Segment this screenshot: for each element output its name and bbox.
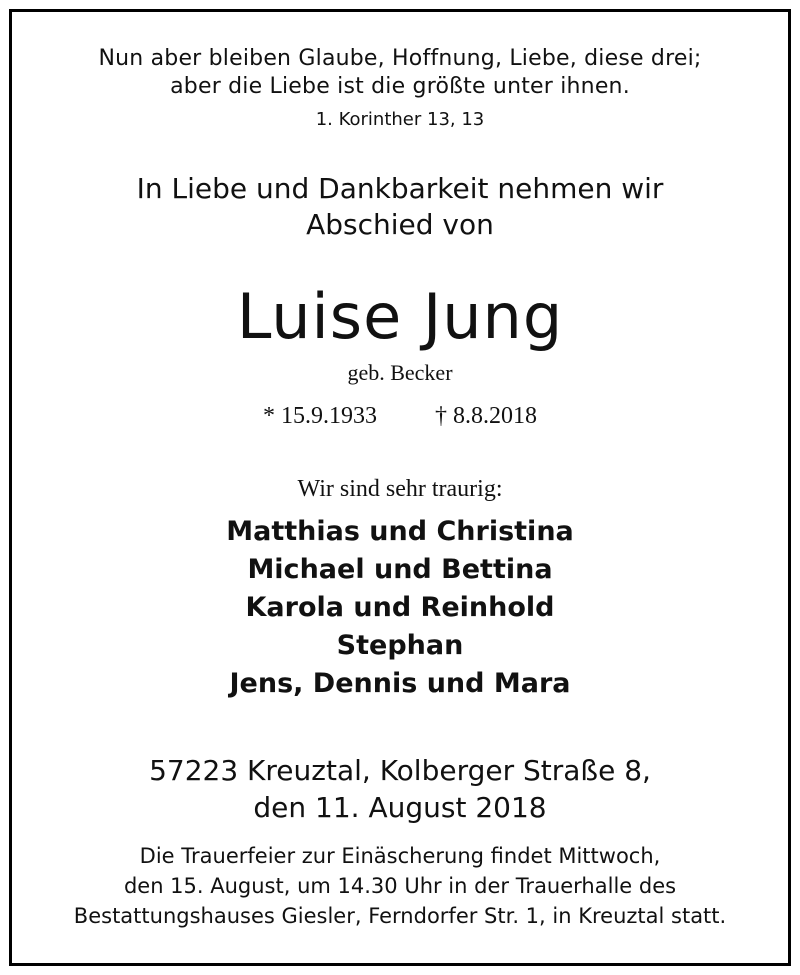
birth-date: * 15.9.1933	[263, 403, 377, 429]
death-date: † 8.8.2018	[435, 403, 537, 429]
mourners-heading: Wir sind sehr traurig:	[297, 476, 503, 502]
intro-line-2: Abschied von	[306, 208, 494, 241]
bible-verse-line-2: aber die Liebe ist die größte unter ihnen.	[170, 74, 630, 99]
intro-line-1: In Liebe und Dankbarkeit nehmen wir	[136, 172, 664, 205]
obituary-notice	[9, 9, 791, 966]
funeral-notice-line-1: Die Trauerfeier zur Einäscherung findet Mittwoch,	[139, 844, 661, 868]
funeral-notice-line-2: den 15. August, um 14.30 Uhr in der Trauerhalle des	[123, 874, 677, 898]
bible-verse-reference: 1. Korinther 13, 13	[315, 109, 485, 130]
address-line: 57223 Kreuztal, Kolberger Straße 8,	[149, 754, 651, 787]
deceased-name: Luise Jung	[236, 280, 564, 353]
funeral-notice-line-3: Bestattungshauses Giesler, Ferndorfer Str. 1, in Kreuztal statt.	[73, 904, 727, 928]
mourner-name: Karola und Reinhold	[245, 592, 555, 623]
life-dates	[12, 403, 788, 430]
mourner-name: Stephan	[336, 630, 464, 661]
birth-name: geb. Becker	[347, 360, 453, 385]
mourner-name: Michael und Bettina	[247, 554, 553, 585]
date-line: den 11. August 2018	[253, 791, 547, 824]
mourner-name: Matthias und Christina	[226, 516, 574, 547]
mourner-name: Jens, Dennis und Mara	[229, 668, 571, 699]
bible-verse-line-1: Nun aber bleiben Glaube, Hoffnung, Liebe, diese drei;	[98, 46, 702, 71]
